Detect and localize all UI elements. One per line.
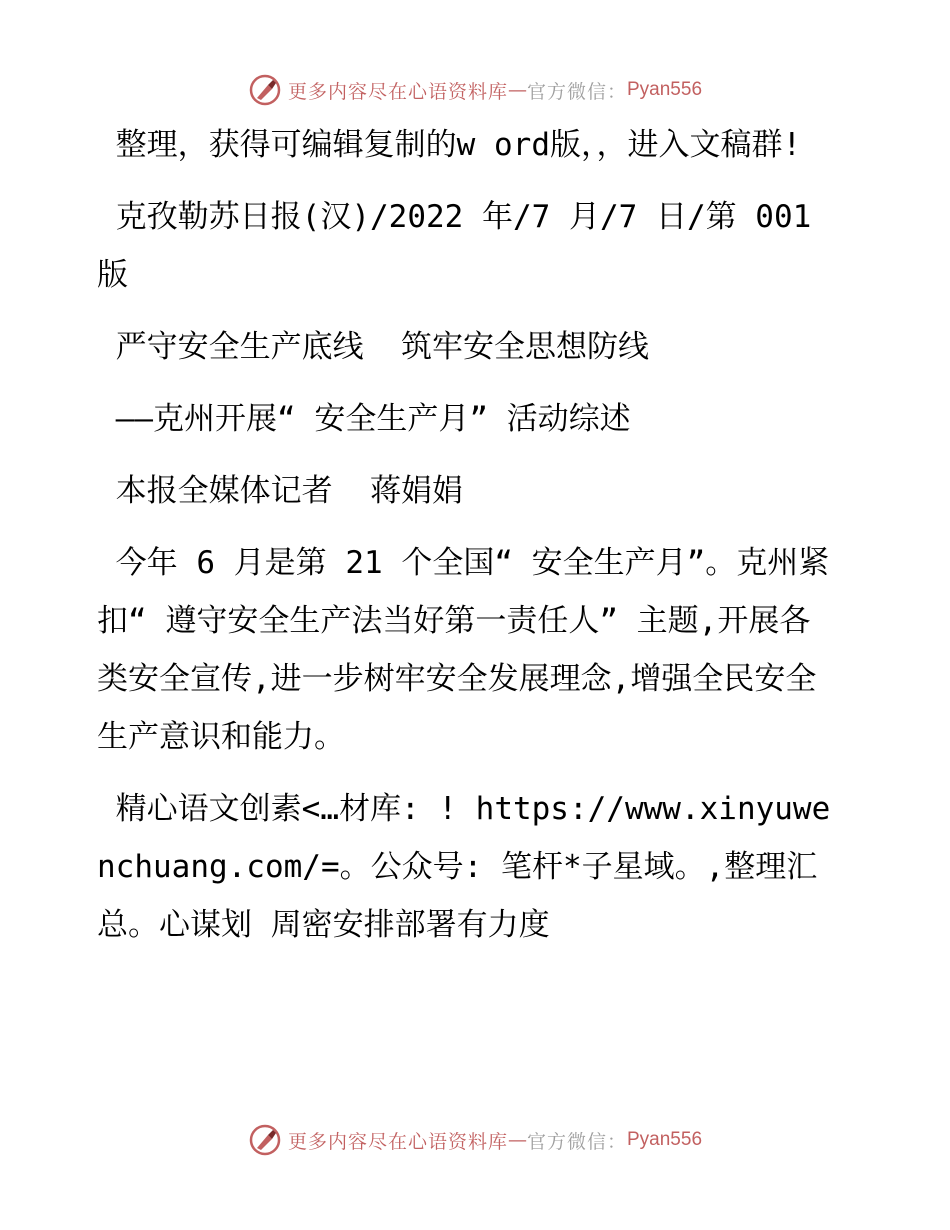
banner-separator: — <box>507 79 527 101</box>
paragraph-body-2: 精心语文创素<…材库: ! https://www.xinyuwenchuang.com/=。公众号: 笔杆*子星域。,整理汇总。心谋划 周密安排部署有力度 <box>97 791 831 943</box>
banner-wechat-id: Pyan556 <box>627 1129 703 1150</box>
pen-nib-logo-icon <box>248 73 282 107</box>
paragraph-body-1: 今年 6 月是第 21 个全国“ 安全生产月”。克州紧扣“ 遵守安全生产法当好第一责任人” 主题,开展各类安全宣传,进一步树牢安全发展理念,增强全民安全生产意识和能力。 <box>97 545 830 755</box>
banner-separator: — <box>507 1129 527 1151</box>
banner-wechat-label: 官方微信： <box>526 1130 627 1153</box>
banner-main-text: 更多内容尽在心语资料库 <box>287 80 508 103</box>
article-title: 严守安全生产底线 筑牢安全思想防线 <box>97 329 649 365</box>
paragraph-source: 克孜勒苏日报(汉)/2022 年/7 月/7 日/第 001 版 <box>97 199 830 293</box>
banner-wechat-id: Pyan556 <box>627 79 703 100</box>
watermark-banner-bottom <box>0 1120 950 1160</box>
article-byline: 本报全媒体记者 蒋娟娟 <box>97 473 463 509</box>
document-body <box>97 116 837 968</box>
paragraph-intro: 整理，获得可编辑复制的w ord版，，进入文稿群! <box>97 127 802 163</box>
pen-nib-logo-icon <box>248 1123 282 1157</box>
banner-wechat-label: 官方微信： <box>526 80 627 103</box>
article-subtitle: ——克州开展“ 安全生产月” 活动综述 <box>97 401 631 437</box>
banner-main-text: 更多内容尽在心语资料库 <box>287 1130 508 1153</box>
watermark-banner-top <box>0 70 950 110</box>
